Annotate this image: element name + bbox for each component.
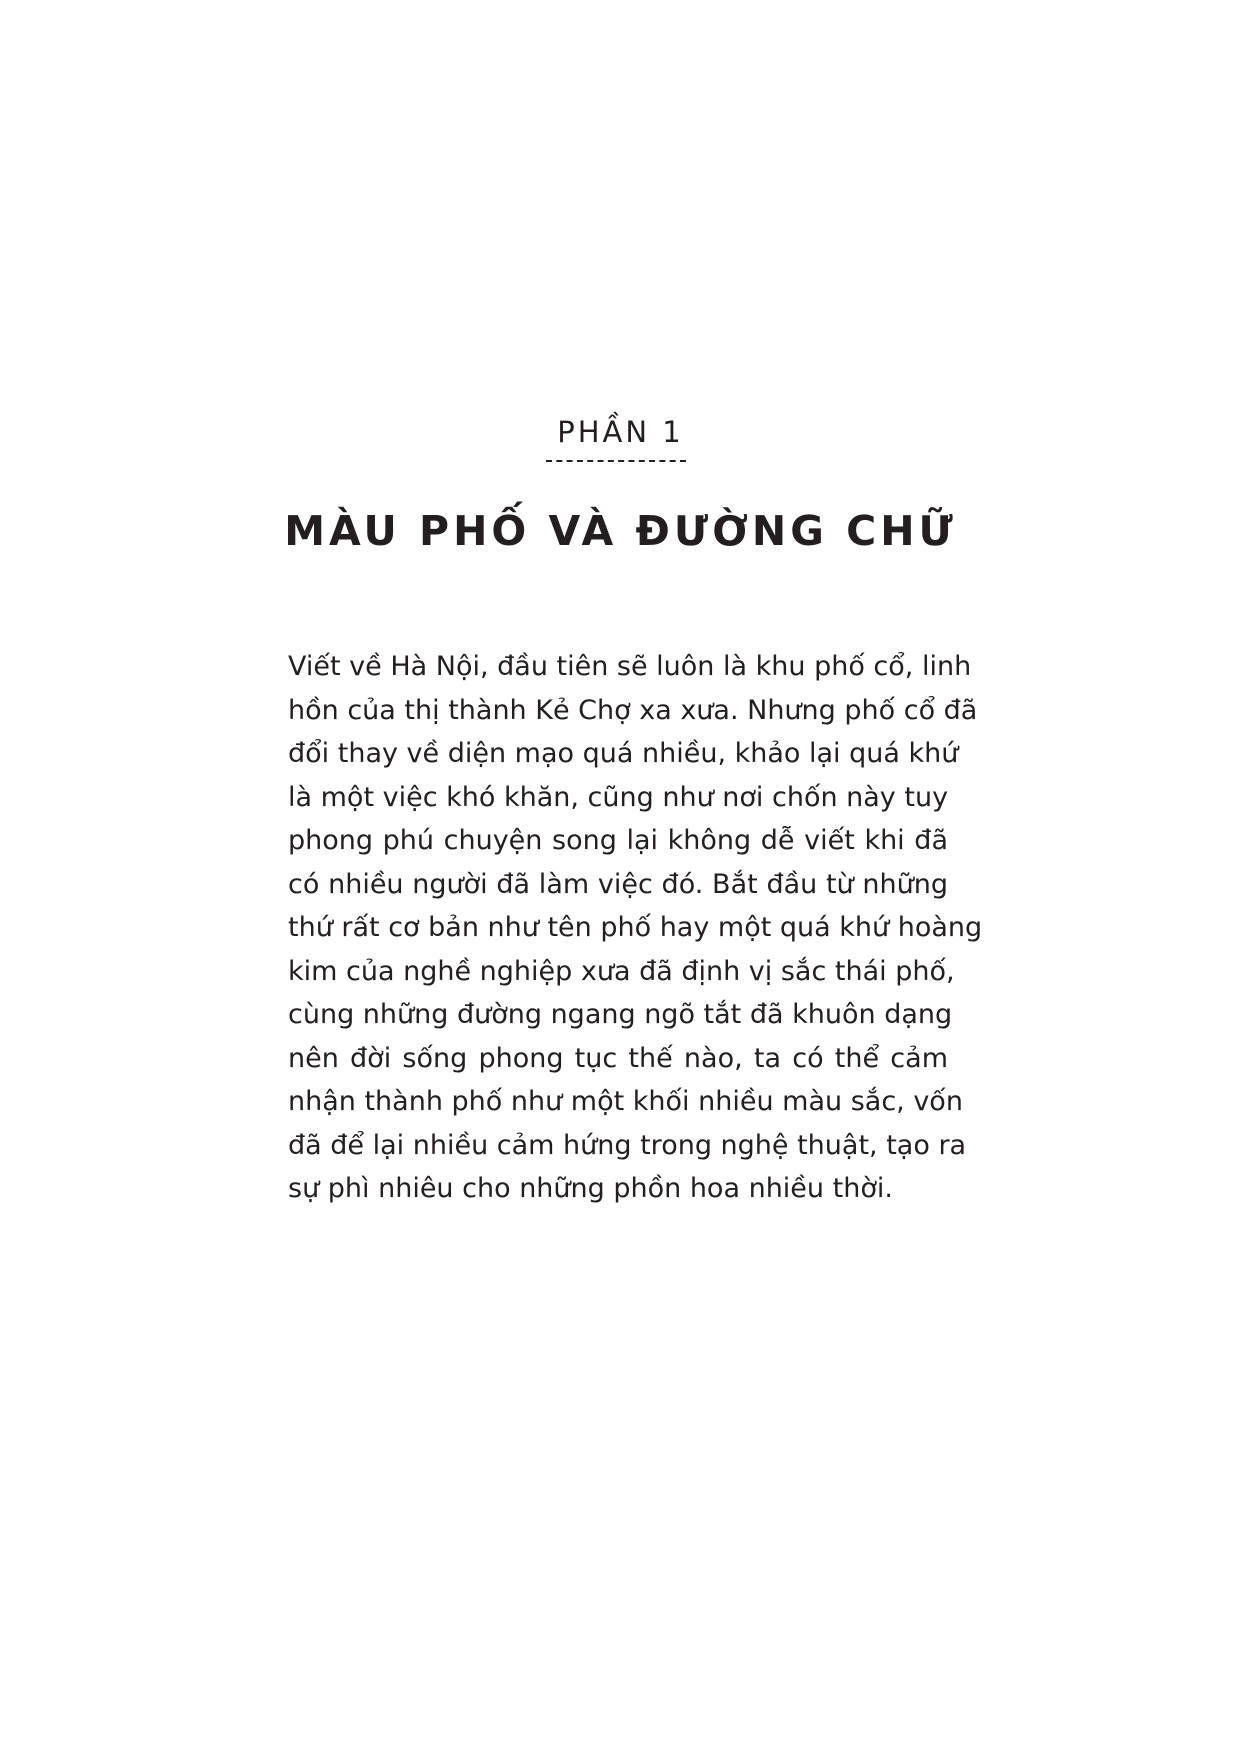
body-line: Viết về Hà Nội, đầu tiên sẽ luôn là khu phố cổ, linh bbox=[288, 651, 972, 682]
body-line: nên đời sống phong tục thế nào, ta có thể cảm bbox=[288, 1042, 948, 1074]
body-line: nhận thành phố như một khối nhiều màu sắc, vốn bbox=[288, 1086, 963, 1117]
body-line: hồn của thị thành Kẻ Chợ xa xưa. Nhưng phố cổ đã bbox=[288, 694, 978, 726]
chapter-title: MÀU PHỐ VÀ ĐƯỜNG CHỮ bbox=[284, 507, 957, 555]
body-line: có nhiều người đã làm việc đó. Bắt đầu từ những bbox=[288, 868, 948, 900]
dashed-divider bbox=[546, 460, 686, 462]
body-line: sự phì nhiêu cho những phồn hoa nhiều thời. bbox=[288, 1173, 893, 1204]
body-line: kim của nghề nghiệp xưa đã định vị sắc thái phố, bbox=[288, 955, 955, 987]
body-line: đổi thay về diện mạo quá nhiều, khảo lại quá khứ bbox=[288, 738, 959, 769]
body-line: thứ rất cơ bản như tên phố hay một quá khứ hoàng bbox=[288, 912, 983, 943]
body-line: cùng những đường ngang ngõ tắt đã khuôn dạng bbox=[288, 999, 953, 1030]
body-line: phong phú chuyện song lại không dễ viết khi đã bbox=[288, 825, 948, 856]
body-line: đã để lại nhiều cảm hứng trong nghệ thuật, tạo ra bbox=[288, 1129, 967, 1161]
part-label: PHẦN 1 bbox=[557, 415, 684, 449]
body-paragraph bbox=[288, 645, 983, 1211]
body-line: là một việc khó khăn, cũng như nơi chốn này tuy bbox=[288, 781, 949, 813]
